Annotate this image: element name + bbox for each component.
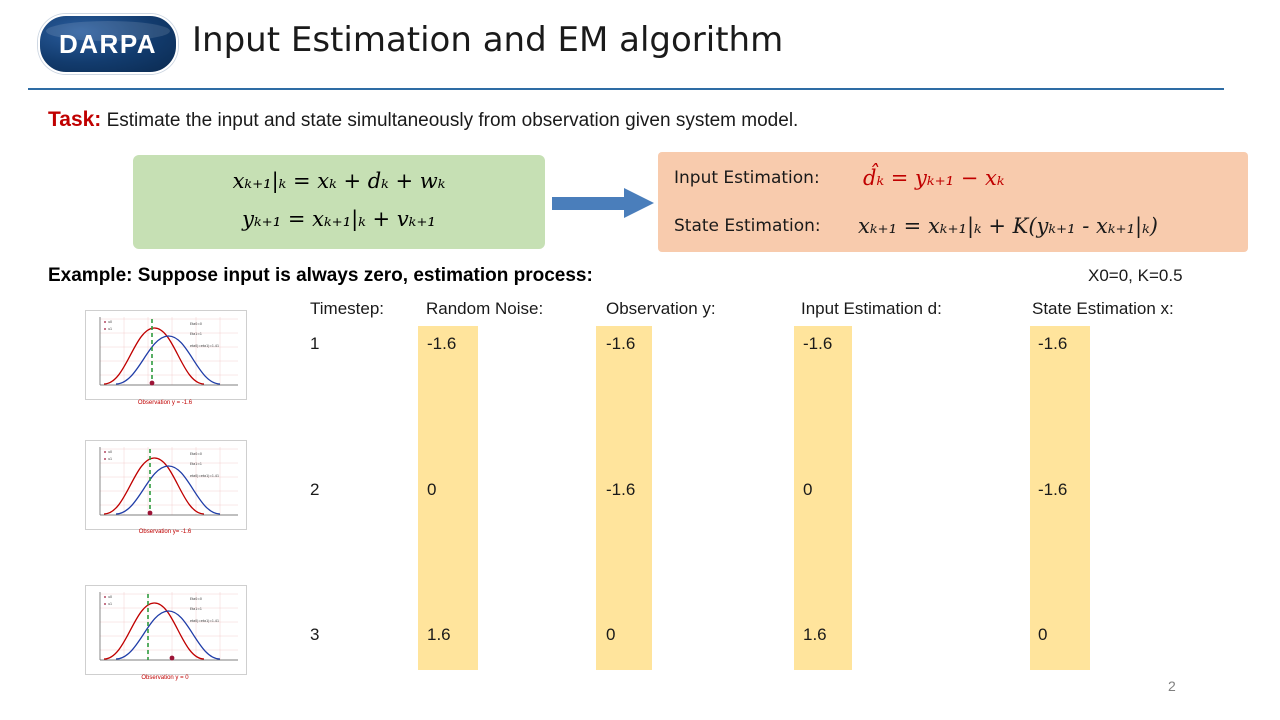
table-row: 0 — [803, 480, 813, 499]
page-title: Input Estimation and EM algorithm — [192, 20, 784, 60]
svg-text:Eta0=0: Eta0=0 — [190, 597, 202, 601]
table-row: 0 — [606, 625, 616, 644]
column-header-observation: Observation y: — [606, 299, 716, 318]
svg-text:u1: u1 — [108, 457, 113, 461]
table-row: -1.6 — [427, 334, 457, 353]
system-model-box — [133, 155, 545, 249]
svg-text:Eta0=0: Eta0=0 — [190, 322, 202, 326]
table-row: 1 — [310, 334, 320, 353]
state-estimation-equation: xₖ₊₁ = xₖ₊₁|ₖ + K(yₖ₊₁ - xₖ₊₁|ₖ) — [858, 214, 1158, 238]
table-row: -1.6 — [606, 334, 636, 353]
table-row: -1.6 — [1038, 480, 1068, 499]
flow-arrow-icon — [552, 188, 656, 218]
plot-caption-1: Observation y = -1.6 — [137, 400, 193, 406]
arrow-shaft — [552, 197, 626, 210]
arrow-head — [624, 188, 654, 218]
column-header-random-noise: Random Noise: — [426, 299, 544, 318]
input-estimation-label: Input Estimation: — [674, 168, 820, 188]
darpa-logo-text: DARPA — [58, 28, 158, 59]
header-divider — [28, 88, 1224, 90]
estimation-box — [658, 152, 1248, 252]
column-header-timestep: Timestep: — [310, 299, 385, 318]
model-equation-state: xₖ₊₁|ₖ = xₖ + dₖ + wₖ — [232, 169, 446, 193]
task-label: Task: — [48, 108, 102, 131]
svg-text:Eta1=1: Eta1=1 — [190, 462, 202, 466]
gaussian-plot-timestep-3 — [85, 585, 247, 675]
svg-text:u1: u1 — [108, 327, 113, 331]
table-row: -1.6 — [1038, 334, 1068, 353]
page-number: 2 — [1168, 678, 1176, 694]
darpa-logo — [38, 14, 178, 74]
column-header-state-estimation: State Estimation x: — [1032, 299, 1174, 318]
example-parameters: X0=0, K=0.5 — [1088, 266, 1183, 285]
svg-text:Eta1=1: Eta1=1 — [190, 607, 202, 611]
table-row: -1.6 — [803, 334, 833, 353]
table-row: 0 — [1038, 625, 1048, 644]
slide-header — [0, 0, 1280, 92]
task-description: Estimate the input and state simultaneously from observation given system model. — [101, 110, 799, 131]
svg-text:eta0|=eta1|=1.41: eta0|=eta1|=1.41 — [190, 619, 219, 623]
svg-text:u1: u1 — [108, 602, 113, 606]
task-line — [48, 108, 798, 132]
svg-text:u0: u0 — [108, 450, 113, 454]
state-estimation-label: State Estimation: — [674, 216, 821, 236]
table-row: -1.6 — [606, 480, 636, 499]
logo-swoosh — [46, 21, 170, 41]
plot-caption-2: Observation y= -1.6 — [138, 529, 192, 535]
model-equation-observation: yₖ₊₁ = xₖ₊₁|ₖ + vₖ₊₁ — [242, 207, 436, 231]
svg-text:eta0|=eta1|=1.41: eta0|=eta1|=1.41 — [190, 474, 219, 478]
column-header-input-estimation: Input Estimation d: — [801, 299, 942, 318]
gaussian-plot-timestep-2 — [85, 440, 247, 530]
table-row: 2 — [310, 480, 320, 499]
svg-text:u0: u0 — [108, 595, 113, 599]
example-heading: Example: Suppose input is always zero, estimation process: — [48, 265, 593, 286]
table-row: 1.6 — [427, 625, 451, 644]
svg-text:u0: u0 — [108, 320, 113, 324]
plot-caption-3: Observation y = 0 — [141, 675, 189, 681]
table-row: 0 — [427, 480, 437, 499]
table-row: 3 — [310, 625, 320, 644]
input-estimation-equation: d̂ₖ = yₖ₊₁ − xₖ — [863, 166, 1005, 190]
svg-text:eta0|=eta1|=1.41: eta0|=eta1|=1.41 — [190, 344, 219, 348]
table-row: 1.6 — [803, 625, 827, 644]
svg-text:Eta1=1: Eta1=1 — [190, 332, 202, 336]
gaussian-plot-timestep-1 — [85, 310, 247, 400]
svg-text:Eta0=0: Eta0=0 — [190, 452, 202, 456]
